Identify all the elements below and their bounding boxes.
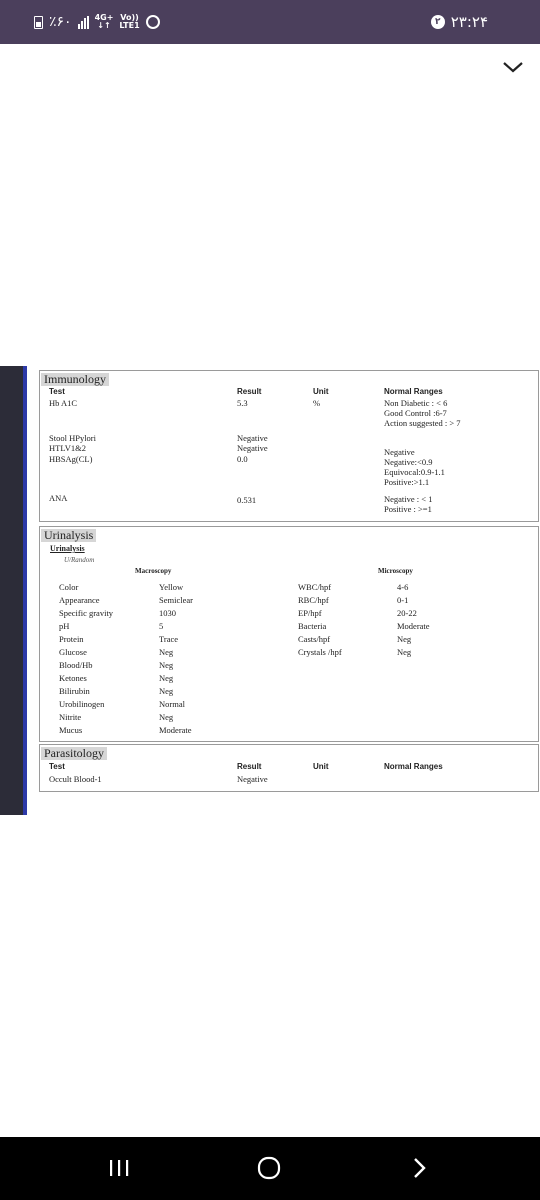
micro-value: Moderate [397, 621, 430, 631]
macro-label: Ketones [59, 673, 87, 683]
status-right [431, 13, 488, 31]
micro-label: Crystals /hpf [298, 647, 342, 657]
test-result: 5.3 [237, 398, 248, 408]
macro-value: Moderate [159, 725, 192, 735]
macro-label: Appearance [59, 595, 100, 605]
test-result: Negative [237, 774, 268, 784]
sim-icon: ۲ [431, 15, 445, 29]
parasitology-section [39, 744, 539, 792]
macro-value: Neg [159, 673, 174, 683]
status-bar [0, 0, 540, 44]
normal-range-line: Positive:>1.1 [384, 477, 430, 487]
parasitology-title: Parasitology [41, 747, 107, 760]
macro-value: Neg [159, 660, 174, 670]
macro-value: 1030 [159, 608, 176, 618]
normal-range-line: Positive : >=1 [384, 504, 432, 514]
microscopy-labels [298, 581, 342, 659]
parasitology-col-ranges: Normal Ranges [384, 762, 443, 771]
status-left [34, 14, 160, 30]
test-name: HTLV1&2 [49, 443, 86, 453]
recent-apps-icon[interactable] [104, 1155, 134, 1181]
test-name: Occult Blood-1 [49, 774, 102, 784]
micro-label: WBC/hpf [298, 582, 332, 592]
normal-range-line: Negative [384, 447, 415, 457]
normal-range-line: Equivocal:0.9-1.1 [384, 467, 445, 477]
immunology-col-result: Result [237, 387, 262, 396]
navigation-bar [0, 1137, 540, 1200]
macroscopy-labels [59, 581, 113, 737]
macro-label: Specific gravity [59, 608, 114, 618]
parasitology-col-result: Result [237, 762, 262, 771]
macro-label: Urobilinogen [59, 699, 105, 709]
network-indicator [95, 14, 114, 30]
immunology-title: Immunology [41, 373, 109, 386]
back-icon[interactable] [405, 1155, 435, 1181]
macro-label: Color [59, 582, 79, 592]
micro-label: Bacteria [298, 621, 327, 631]
urinalysis-section [39, 526, 539, 742]
sample-type: U/Random [64, 556, 95, 564]
test-name: Hb A1C [49, 398, 78, 408]
network-arrows: ↓↑ [97, 21, 111, 30]
lab-report [23, 366, 540, 815]
micro-value: Neg [397, 647, 412, 657]
urinalysis-subtitle: Urinalysis [50, 544, 85, 553]
micro-value: Neg [397, 634, 412, 644]
macro-value: Neg [159, 647, 174, 657]
normal-range-line: Negative:<0.9 [384, 457, 433, 467]
immunology-col-ranges: Normal Ranges [384, 387, 443, 396]
document-image [0, 366, 540, 815]
test-result: 0.531 [237, 495, 257, 505]
macro-value: Normal [159, 699, 185, 709]
urinalysis-title: Urinalysis [41, 529, 96, 542]
micro-label: EP/hpf [298, 608, 322, 618]
normal-range-line: Negative : < 1 [384, 494, 433, 504]
test-name: Stool HPylori [49, 433, 96, 443]
microscopy-values [397, 581, 430, 659]
micro-label: Casts/hpf [298, 634, 331, 644]
macro-label: Protein [59, 634, 84, 644]
macro-value: Semiclear [159, 595, 193, 605]
volte-indicator [119, 14, 139, 30]
signal-icon [78, 16, 89, 29]
macro-label: Glucose [59, 647, 87, 657]
macro-label: Nitrite [59, 712, 82, 722]
macro-value: Yellow [159, 582, 184, 592]
test-result: Negative [237, 433, 268, 443]
micro-value: 4-6 [397, 582, 409, 592]
test-unit: % [313, 398, 321, 408]
macro-label: Mucus [59, 725, 83, 735]
macro-value: Trace [159, 634, 179, 644]
battery-icon [34, 16, 43, 29]
test-result: 0.0 [237, 454, 248, 464]
macroscopy-values [159, 581, 193, 737]
alarm-icon [146, 15, 160, 29]
volte-label: Vo)) [120, 13, 139, 22]
lte-label: LTE1 [119, 21, 140, 30]
normal-range-line: Non Diabetic : < 6 [384, 398, 448, 408]
clock: ۲۳:۲۴ [450, 13, 488, 31]
macro-label: pH [59, 621, 70, 631]
macro-value: Neg [159, 712, 174, 722]
chevron-down-icon[interactable] [502, 56, 524, 78]
test-name: HBSAg(CL) [49, 454, 93, 464]
macro-label: Blood/Hb [59, 660, 93, 670]
micro-label: RBC/hpf [298, 595, 329, 605]
microscopy-header: Microscopy [378, 567, 413, 575]
parasitology-col-unit: Unit [313, 762, 329, 771]
normal-range-line: Good Control :6-7 [384, 408, 447, 418]
test-result: Negative [237, 443, 268, 453]
document-edge [23, 366, 27, 815]
immunology-col-unit: Unit [313, 387, 329, 396]
normal-range-line: Action suggested : > 7 [384, 418, 461, 428]
macroscopy-header: Macroscopy [135, 567, 172, 575]
test-name: ANA [49, 493, 68, 503]
macro-value: Neg [159, 686, 174, 696]
battery-percent: ٪۶۰ [49, 14, 72, 30]
network-type: 4G+ [94, 13, 114, 22]
home-icon[interactable] [254, 1155, 284, 1181]
macro-value: 5 [159, 621, 164, 631]
micro-value: 20-22 [397, 608, 417, 618]
micro-value: 0-1 [397, 595, 409, 605]
macro-label: Bilirubin [59, 686, 90, 696]
immunology-section [39, 370, 539, 522]
parasitology-col-test: Test [49, 762, 65, 771]
immunology-col-test: Test [49, 387, 65, 396]
